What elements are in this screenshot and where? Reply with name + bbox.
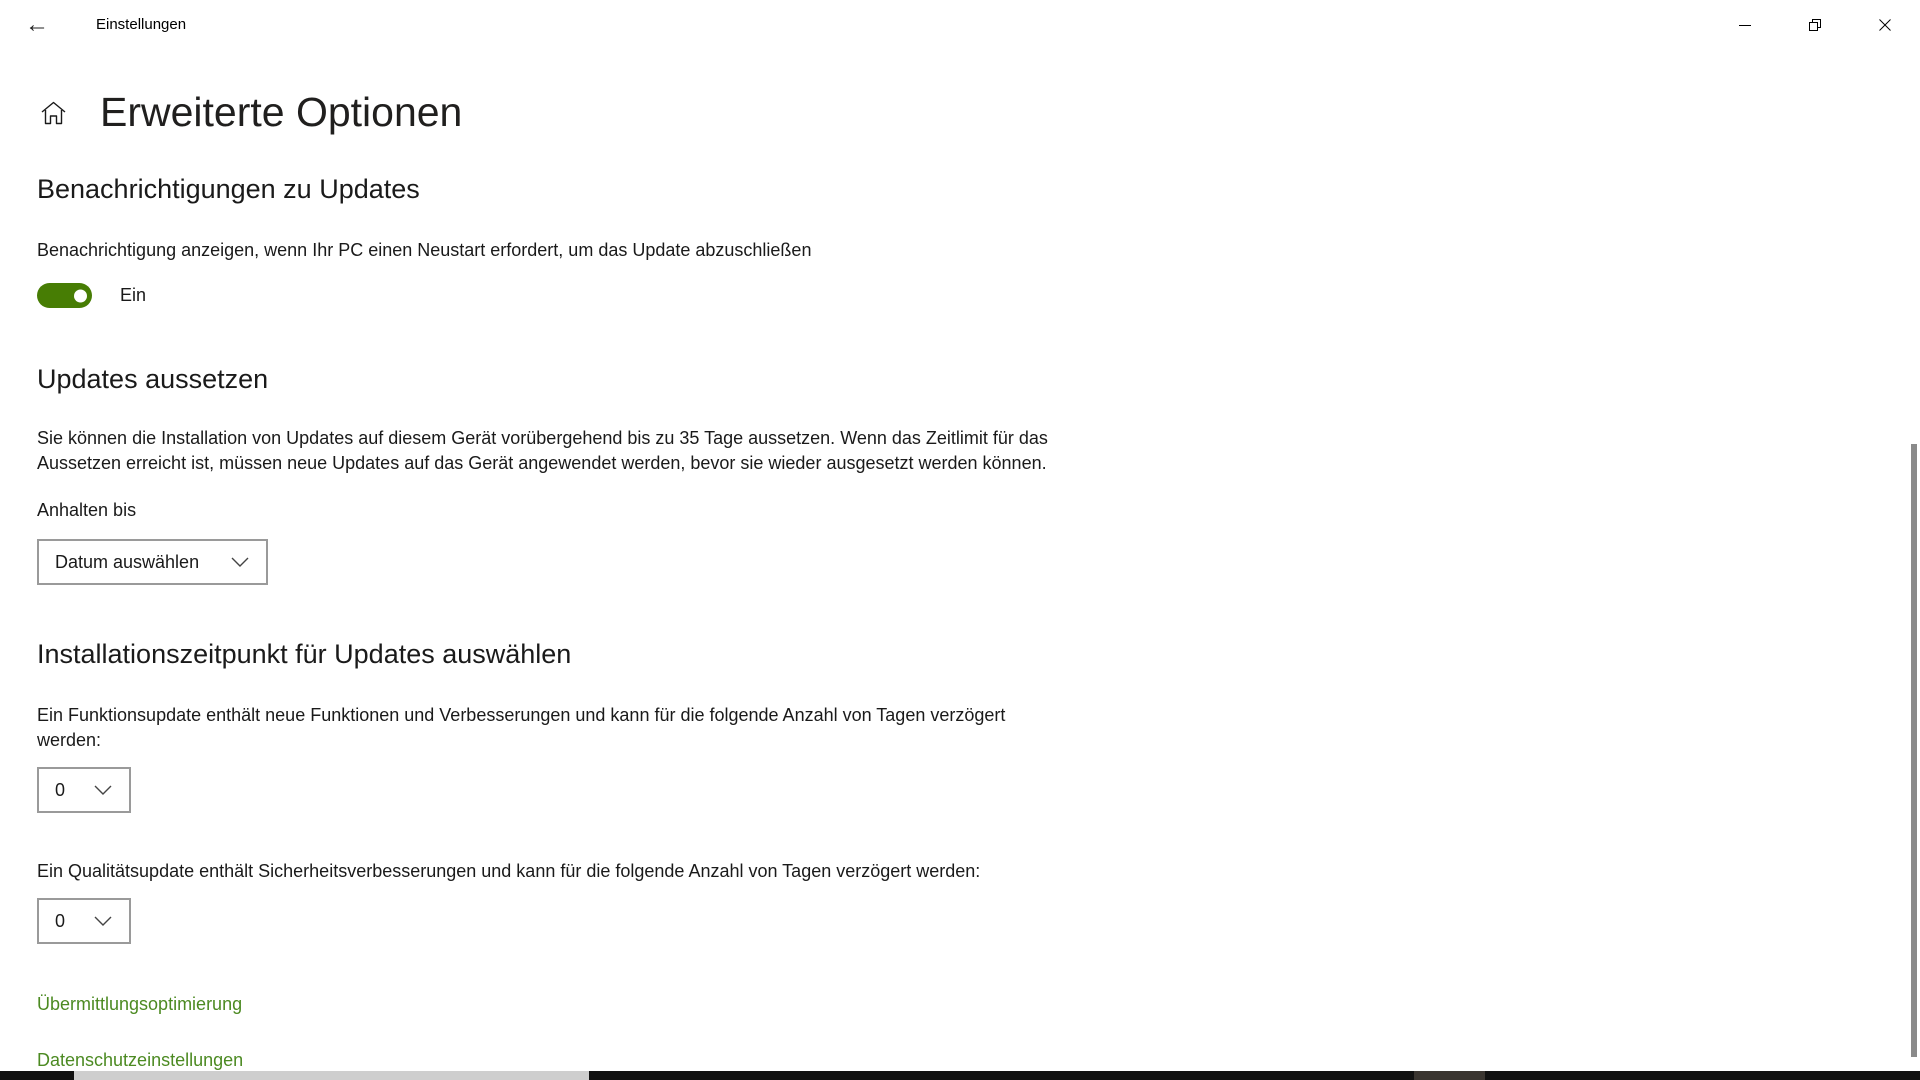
chevron-down-icon [230,552,250,573]
main-content [0,172,1240,1073]
back-button[interactable] [0,0,74,49]
restore-icon [1807,17,1823,33]
feature-update-days-value: 0 [55,779,66,800]
restore-button[interactable] [1780,0,1850,49]
chevron-down-icon [93,780,113,801]
section-heading-notifications: Benachrichtigungen zu Updates [37,174,420,204]
pause-description-line2: Aussetzen erreicht ist, müssen neue Updates auf das Gerät angewendet werden, bevor sie wieder ausgesetzt werden können. [37,453,1047,473]
window-controls [1710,0,1920,49]
back-arrow-icon: ← [25,10,49,38]
close-icon [1877,17,1893,33]
minimize-button[interactable] [1710,0,1780,49]
taskbar-strip[interactable] [0,1071,1920,1080]
titlebar [0,0,1920,49]
home-icon [40,100,67,126]
toggle-knob [74,289,87,302]
vertical-scrollbar-thumb[interactable] [1911,444,1917,1057]
pause-description [37,426,1237,476]
chevron-down-icon [93,911,113,932]
pause-date-select[interactable] [37,539,268,585]
quality-update-description: Ein Qualitätsupdate enthält Sicherheitsverbesserungen und kann für die folgende Anzahl von Tagen verzögert werden: [37,861,981,881]
pause-until-label: Anhalten bis [37,500,137,520]
restart-notification-toggle-row [37,283,1240,308]
taskbar-active-icon-segment[interactable] [1414,1071,1485,1080]
toggle-state-label: Ein [120,285,147,305]
section-heading-install-time: Installationszeitpunkt für Updates auswählen [37,639,572,669]
close-button[interactable] [1850,0,1920,49]
delivery-optimization-link[interactable]: Übermittlungsoptimierung [37,994,243,1014]
restart-notification-toggle[interactable] [37,283,92,308]
pause-description-line1: Sie können die Installation von Updates auf diesem Gerät vorübergehend bis zu 35 Tage aussetzen. Wenn das Zeitlimit für das [37,428,1048,448]
feature-update-description-line2: werden: [37,730,102,750]
page-header [40,89,1920,136]
quality-update-days-value: 0 [55,910,66,931]
taskbar-search-segment[interactable] [74,1071,589,1080]
notifications-description: Benachrichtigung anzeigen, wenn Ihr PC einen Neustart erfordert, um das Update abzuschließen [37,240,812,260]
pause-date-select-value: Datum auswählen [55,551,200,572]
quality-update-days-select[interactable] [37,898,131,944]
feature-update-description-line1: Ein Funktionsupdate enthält neue Funktionen und Verbesserungen und kann für die folgende Anzahl von Tagen verzögert [37,705,1006,725]
window-title: Einstellungen [96,16,187,33]
section-heading-pause: Updates aussetzen [37,364,269,394]
minimize-icon [1737,17,1753,33]
page-title: Erweiterte Optionen [100,89,463,135]
feature-update-description [37,703,1237,753]
feature-update-days-select[interactable] [37,767,131,813]
privacy-settings-link[interactable]: Datenschutzeinstellungen [37,1050,244,1070]
